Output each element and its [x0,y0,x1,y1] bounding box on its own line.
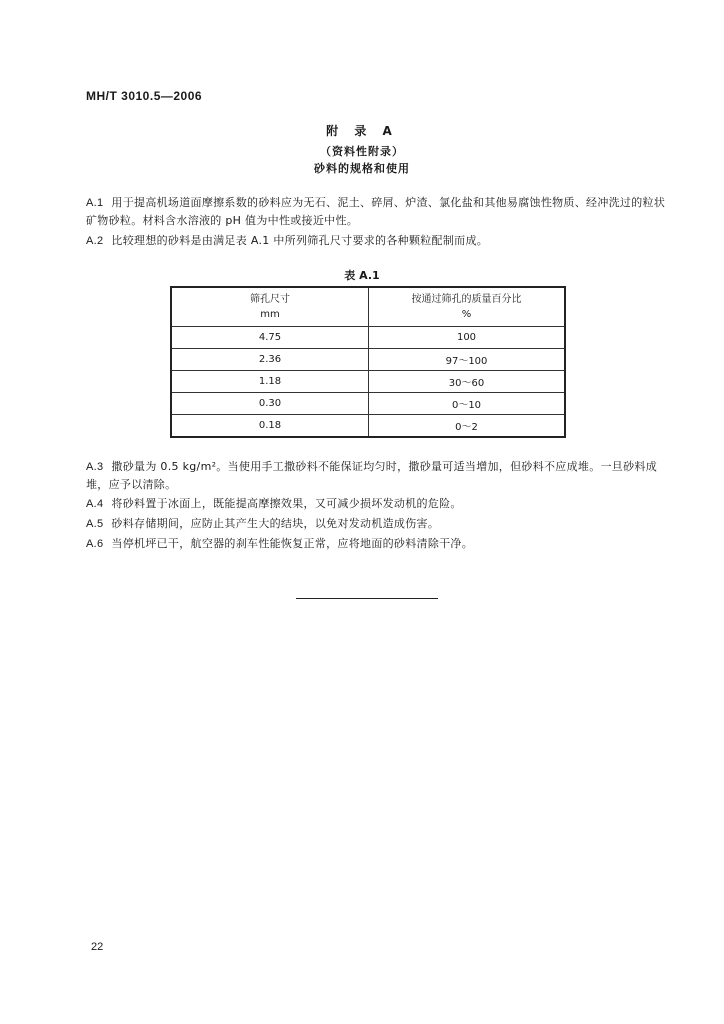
table-cell: 0～2 [369,415,566,438]
paragraph-a3 [86,458,666,494]
paragraph-number: A.2 [86,235,104,247]
header-unit: mm [260,309,280,320]
standard-code: MH/T 3010.5—2006 [86,89,203,103]
table-cell: 97～100 [369,349,566,371]
table-cell: 2.36 [171,349,369,371]
page-number: 22 [91,941,104,953]
paragraph-text: 比较理想的砂料是由满足表 A.1 中所列筛孔尺寸要求的各种颗粒配制而成。 [111,234,489,247]
table-cell: 1.18 [171,371,369,393]
paragraph-a4 [86,495,666,513]
paragraph-a1 [86,194,666,230]
paragraph-number: A.5 [86,518,104,530]
header-pass-percent [369,287,566,327]
paragraph-a2 [86,232,666,250]
header-unit: % [461,309,472,320]
header-label: 筛孔尺寸 [250,294,290,305]
appendix-subtitle: 砂料的规格和使用 [314,162,410,175]
table-row [171,327,565,349]
header-label: 按通过筛孔的质量百分比 [411,294,522,305]
table-caption: 表 A.1 [344,269,380,282]
paragraph-text: 撒砂量为 0.5 kg/m²。当使用手工撒砂料不能保证均匀时，撒砂量可适当增加，但砂料不应成堆。一旦砂料成堆，应予以清除。 [86,460,657,491]
sieve-table [170,286,566,438]
paragraph-text: 将砂料置于冰面上，既能提高摩擦效果，又可减少损坏发动机的危险。 [111,497,462,510]
header-sieve-size [171,287,369,327]
paragraph-text: 砂料存储期间，应防止其产生大的结块，以免对发动机造成伤害。 [111,517,440,530]
paragraph-number: A.4 [86,498,104,510]
table-cell: 30～60 [369,371,566,393]
appendix-type: （资料性附录） [320,145,404,158]
paragraph-text: 用于提高机场道面摩擦系数的砂料应为无石、泥土、碎屑、炉渣、氯化盐和其他易腐蚀性物质、经冲洗过的粒状矿物砂粒。材料含水溶液的 pH 值为中性或接近中性。 [86,196,666,227]
table-cell: 0.30 [171,393,369,415]
table-cell: 4.75 [171,327,369,349]
end-rule [296,598,438,599]
paragraph-number: A.3 [86,461,104,473]
table-row [171,349,565,371]
table-cell: 0.18 [171,415,369,438]
paragraph-number: A.6 [86,538,104,550]
paragraph-a5 [86,515,666,533]
paragraph-a6 [86,535,666,553]
table-header-row [171,287,565,327]
paragraph-text: 当停机坪已干，航空器的刹车性能恢复正常，应将地面的砂料清除干净。 [111,537,474,550]
table-cell: 100 [369,327,566,349]
appendix-title: 附 录 A [326,124,398,138]
table-cell: 0～10 [369,393,566,415]
table-row [171,415,565,438]
table-row [171,371,565,393]
table-row [171,393,565,415]
paragraph-number: A.1 [86,197,104,209]
